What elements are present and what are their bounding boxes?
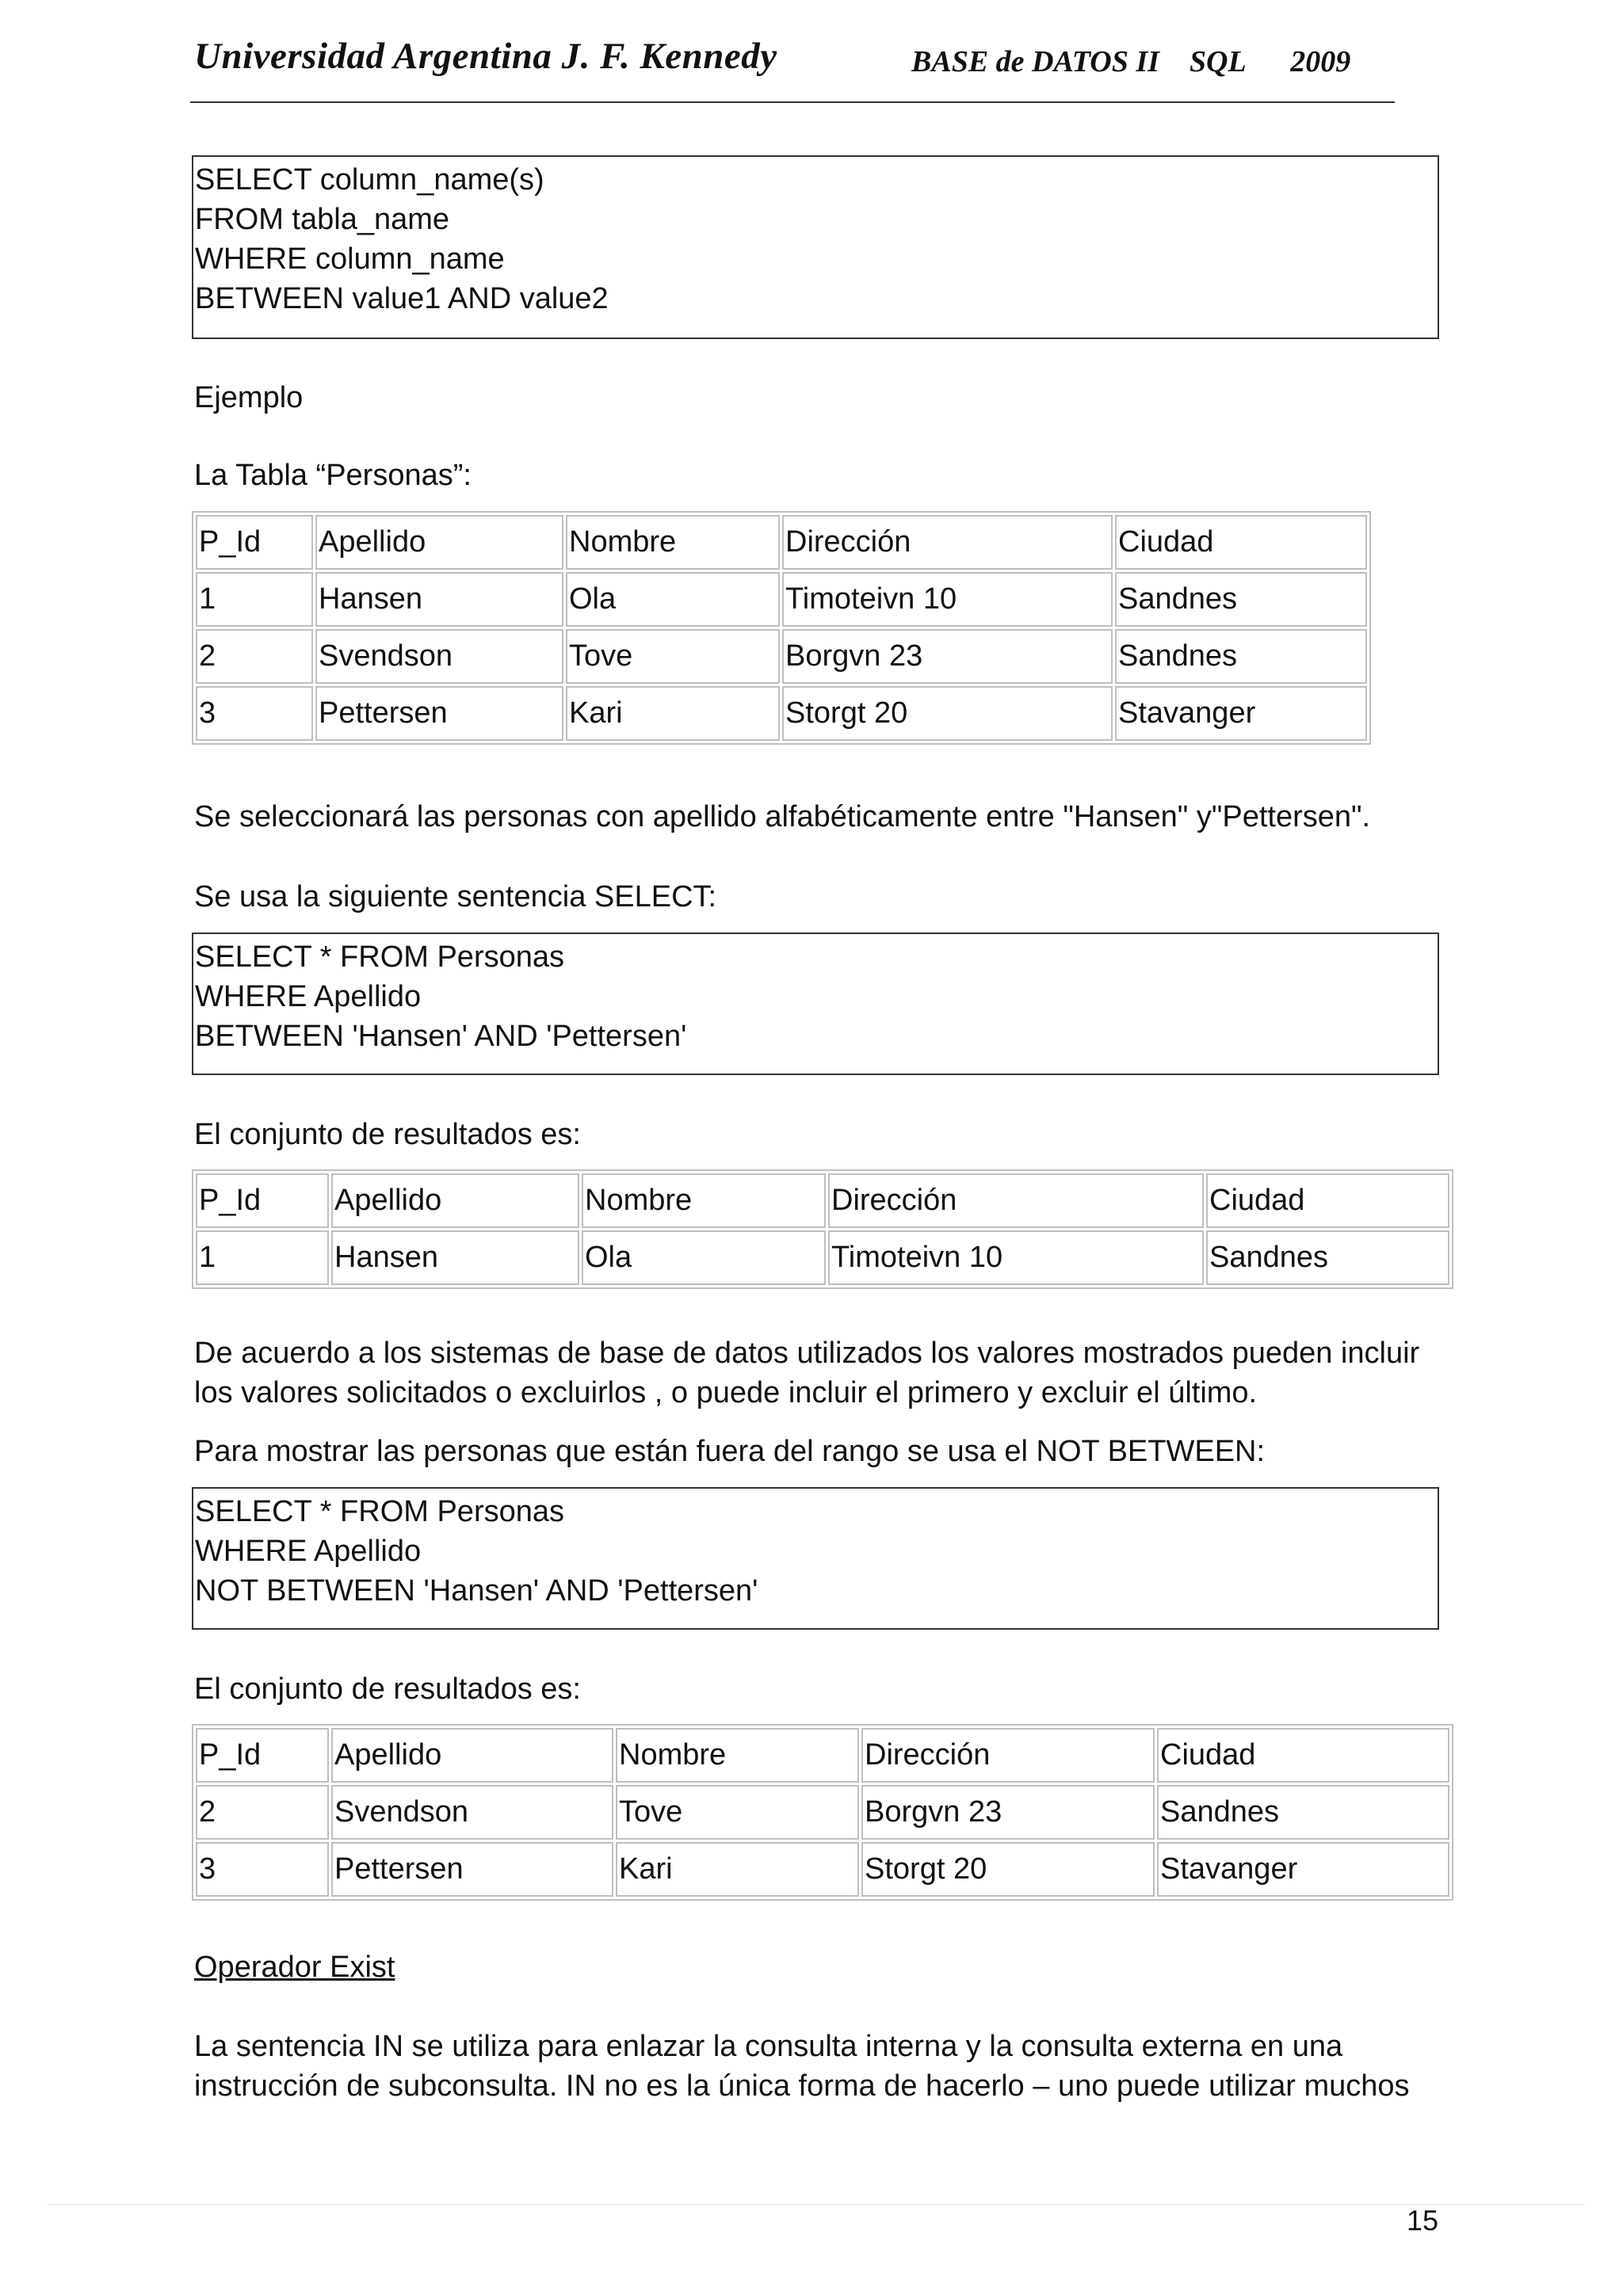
select-description: Se seleccionará las personas con apellido alfabéticamente entre "Hansen" y"Pettersen".: [194, 800, 1371, 833]
table-cell: 1: [196, 1230, 329, 1285]
header-cell: Dirección: [782, 515, 1113, 570]
syntax-code-box: [192, 155, 1439, 339]
between-code-box: [192, 933, 1439, 1075]
select-intro: Se usa la siguiente sentencia SELECT:: [194, 880, 717, 913]
example-label: Ejemplo: [194, 381, 304, 414]
personas-table: [192, 511, 1371, 745]
exist-paragraph-line-2: instrucción de subconsulta. IN no es la única forma de hacerlo – uno puede utilizar muchos: [194, 2069, 1410, 2103]
table-intro: La Tabla “Personas”:: [194, 459, 472, 492]
table-row: [196, 1230, 1449, 1285]
table-row: [196, 1785, 1449, 1840]
table-cell: Kari: [616, 1842, 859, 1897]
header-year: 2009: [1290, 45, 1351, 78]
code-line: BETWEEN 'Hansen' AND 'Pettersen': [195, 1020, 687, 1053]
header-cell: Apellido: [315, 515, 563, 570]
code-line: WHERE Apellido: [195, 980, 422, 1013]
code-line: NOT BETWEEN 'Hansen' AND 'Pettersen': [195, 1574, 758, 1608]
header-cell: Apellido: [331, 1728, 613, 1783]
footer-divider: [48, 2204, 1585, 2205]
header-cell: Nombre: [616, 1728, 859, 1783]
table-cell: Timoteivn 10: [782, 572, 1113, 627]
table-cell: Storgt 20: [861, 1842, 1155, 1897]
header-course-info: [911, 44, 1350, 79]
table-cell: Hansen: [315, 572, 563, 627]
header-cell: P_Id: [196, 515, 313, 570]
table-cell: 3: [196, 686, 313, 741]
code-line: SELECT * FROM Personas: [195, 940, 565, 974]
code-line: WHERE column_name: [195, 242, 505, 276]
code-line: FROM tabla_name: [195, 203, 450, 236]
table-cell: 3: [196, 1842, 329, 1897]
code-line: SELECT column_name(s): [195, 163, 544, 196]
table-cell: Pettersen: [315, 686, 563, 741]
header-university: Universidad Argentina J. F. Kennedy: [194, 36, 777, 77]
header-cell: Ciudad: [1206, 1173, 1449, 1228]
table-header-row: [196, 515, 1367, 570]
table-cell: Ola: [566, 572, 780, 627]
table-cell: Kari: [566, 686, 780, 741]
header-cell: P_Id: [196, 1173, 329, 1228]
result-table-1: [192, 1169, 1453, 1289]
not-between-intro: Para mostrar las personas que están fuera del rango se usa el NOT BETWEEN:: [194, 1435, 1266, 1468]
table-cell: Sandnes: [1115, 572, 1367, 627]
header-divider: [190, 101, 1395, 103]
table-row: [196, 572, 1367, 627]
table-row: [196, 1842, 1449, 1897]
code-line: WHERE Apellido: [195, 1535, 422, 1568]
header-cell: Apellido: [331, 1173, 579, 1228]
result-label-2: El conjunto de resultados es:: [194, 1672, 581, 1706]
table-header-row: [196, 1728, 1449, 1783]
code-line: SELECT * FROM Personas: [195, 1495, 565, 1528]
db-note-line-2: los valores solicitados o excluirlos , o puede incluir el primero y excluir el último.: [194, 1376, 1258, 1409]
table-cell: Ola: [582, 1230, 826, 1285]
table-header-row: [196, 1173, 1449, 1228]
not-between-code-box: [192, 1487, 1439, 1630]
table-cell: Storgt 20: [782, 686, 1113, 741]
table-cell: Borgvn 23: [782, 629, 1113, 684]
header-cell: Ciudad: [1157, 1728, 1449, 1783]
table-cell: Hansen: [331, 1230, 579, 1285]
header-cell: Nombre: [566, 515, 780, 570]
table-cell: Sandnes: [1206, 1230, 1449, 1285]
result-table-2: [192, 1724, 1453, 1901]
header-cell: Nombre: [582, 1173, 826, 1228]
exist-paragraph-line-1: La sentencia IN se utiliza para enlazar la consulta interna y la consulta externa en una: [194, 2030, 1343, 2063]
table-cell: Stavanger: [1115, 686, 1367, 741]
table-row: [196, 686, 1367, 741]
section-heading-operador-exist: Operador Exist: [194, 1951, 395, 1984]
page-number: 15: [1407, 2204, 1439, 2237]
table-cell: Sandnes: [1157, 1785, 1449, 1840]
header-cell: Dirección: [861, 1728, 1155, 1783]
code-line: BETWEEN value1 AND value2: [195, 282, 609, 315]
header-subject: SQL: [1189, 45, 1246, 78]
header-cell: Ciudad: [1115, 515, 1367, 570]
table-cell: Svendson: [331, 1785, 613, 1840]
table-cell: Tove: [566, 629, 780, 684]
header-course: BASE de DATOS II: [911, 45, 1159, 78]
header-cell: P_Id: [196, 1728, 329, 1783]
table-cell: Pettersen: [331, 1842, 613, 1897]
table-cell: Svendson: [315, 629, 563, 684]
table-cell: Sandnes: [1115, 629, 1367, 684]
table-cell: Stavanger: [1157, 1842, 1449, 1897]
table-cell: 2: [196, 1785, 329, 1840]
table-row: [196, 629, 1367, 684]
result-label-1: El conjunto de resultados es:: [194, 1118, 581, 1151]
table-cell: Timoteivn 10: [828, 1230, 1204, 1285]
header-cell: Dirección: [828, 1173, 1204, 1228]
table-cell: Tove: [616, 1785, 859, 1840]
table-cell: Borgvn 23: [861, 1785, 1155, 1840]
db-note-line-1: De acuerdo a los sistemas de base de datos utilizados los valores mostrados pueden incluir: [194, 1337, 1420, 1370]
table-cell: 1: [196, 572, 313, 627]
table-cell: 2: [196, 629, 313, 684]
